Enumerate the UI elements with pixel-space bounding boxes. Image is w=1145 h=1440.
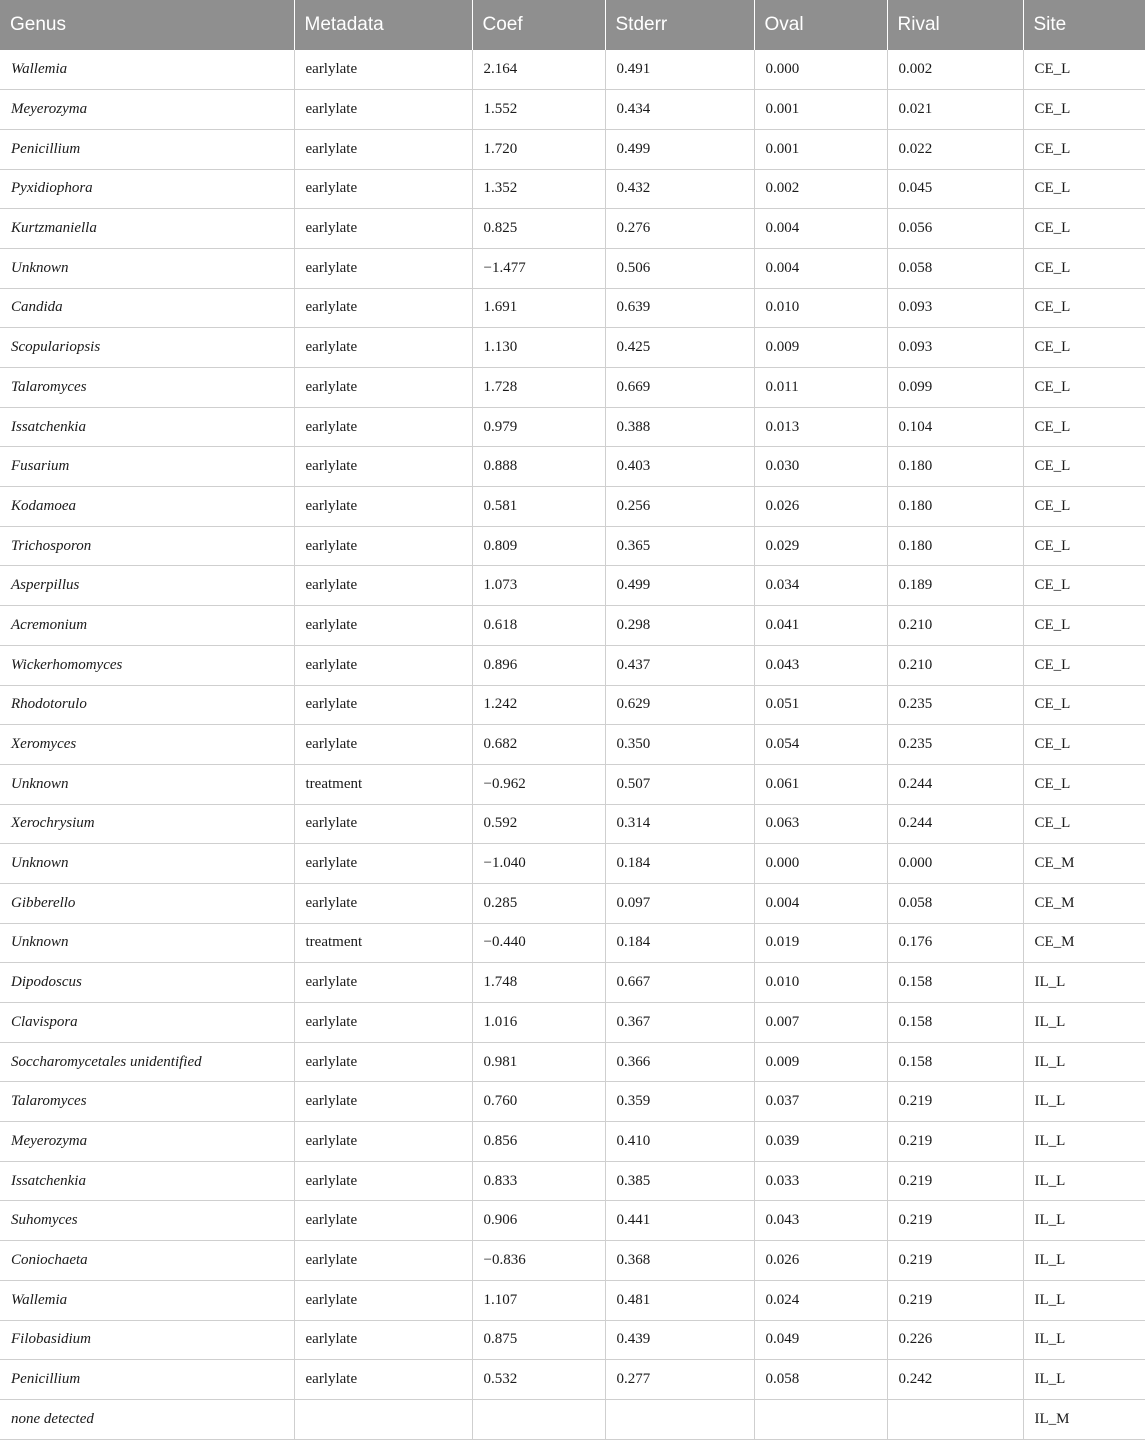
- table-row: [0, 1042, 1145, 1082]
- cell-rival: 0.235: [887, 685, 1023, 725]
- cell-stderr: 0.639: [605, 288, 754, 328]
- header-site: Site: [1023, 0, 1145, 50]
- cell-oval: [754, 1399, 887, 1439]
- cell-oval: 0.026: [754, 1241, 887, 1281]
- cell-genus: Coniochaeta: [0, 1241, 294, 1281]
- cell-coef: −0.962: [472, 764, 605, 804]
- cell-coef: 0.532: [472, 1360, 605, 1400]
- cell-oval: 0.049: [754, 1320, 887, 1360]
- cell-rival: 0.056: [887, 209, 1023, 249]
- cell-metadata: earlylate: [294, 606, 472, 646]
- cell-site: CE_L: [1023, 407, 1145, 447]
- cell-genus: Suhomyces: [0, 1201, 294, 1241]
- cell-genus: Wickerhomomyces: [0, 645, 294, 685]
- cell-site: IL_L: [1023, 1280, 1145, 1320]
- cell-site: IL_L: [1023, 1201, 1145, 1241]
- cell-metadata: earlylate: [294, 328, 472, 368]
- cell-rival: 0.104: [887, 407, 1023, 447]
- cell-rival: 0.210: [887, 645, 1023, 685]
- cell-oval: 0.024: [754, 1280, 887, 1320]
- cell-oval: 0.001: [754, 90, 887, 130]
- cell-genus: Penicillium: [0, 1360, 294, 1400]
- cell-site: IL_L: [1023, 1161, 1145, 1201]
- cell-coef: −1.477: [472, 248, 605, 288]
- table-row: [0, 90, 1145, 130]
- cell-rival: 0.180: [887, 447, 1023, 487]
- table-header: [0, 0, 1145, 50]
- cell-genus: Gibberello: [0, 883, 294, 923]
- cell-coef: 1.720: [472, 129, 605, 169]
- cell-genus: Xeromyces: [0, 725, 294, 765]
- cell-rival: 0.158: [887, 1042, 1023, 1082]
- cell-coef: 1.748: [472, 963, 605, 1003]
- cell-site: IL_L: [1023, 1122, 1145, 1162]
- cell-site: IL_L: [1023, 1003, 1145, 1043]
- cell-rival: 0.021: [887, 90, 1023, 130]
- table-row: [0, 328, 1145, 368]
- cell-genus: Fusarium: [0, 447, 294, 487]
- cell-coef: 1.242: [472, 685, 605, 725]
- cell-rival: 0.022: [887, 129, 1023, 169]
- cell-oval: 0.043: [754, 645, 887, 685]
- table-row: [0, 169, 1145, 209]
- cell-site: IL_L: [1023, 1042, 1145, 1082]
- cell-metadata: earlylate: [294, 248, 472, 288]
- cell-stderr: 0.314: [605, 804, 754, 844]
- header-row: [0, 0, 1145, 50]
- cell-oval: 0.010: [754, 963, 887, 1003]
- cell-oval: 0.063: [754, 804, 887, 844]
- cell-rival: 0.180: [887, 526, 1023, 566]
- cell-stderr: 0.491: [605, 50, 754, 90]
- cell-stderr: 0.366: [605, 1042, 754, 1082]
- cell-metadata: earlylate: [294, 90, 472, 130]
- cell-metadata: earlylate: [294, 1082, 472, 1122]
- cell-genus: Talaromyces: [0, 368, 294, 408]
- cell-genus: Scopulariopsis: [0, 328, 294, 368]
- cell-site: CE_L: [1023, 288, 1145, 328]
- table-body: [0, 50, 1145, 1439]
- table-row: [0, 645, 1145, 685]
- cell-stderr: 0.359: [605, 1082, 754, 1122]
- table-row: [0, 1320, 1145, 1360]
- cell-oval: 0.004: [754, 248, 887, 288]
- cell-stderr: 0.669: [605, 368, 754, 408]
- cell-site: IL_L: [1023, 963, 1145, 1003]
- cell-metadata: treatment: [294, 923, 472, 963]
- cell-oval: 0.013: [754, 407, 887, 447]
- cell-site: CE_L: [1023, 645, 1145, 685]
- cell-genus: Wallemia: [0, 50, 294, 90]
- cell-rival: 0.093: [887, 288, 1023, 328]
- cell-rival: 0.226: [887, 1320, 1023, 1360]
- cell-site: CE_L: [1023, 487, 1145, 527]
- table-row: [0, 1360, 1145, 1400]
- cell-site: CE_L: [1023, 685, 1145, 725]
- cell-metadata: earlylate: [294, 1042, 472, 1082]
- cell-genus: Kodamoea: [0, 487, 294, 527]
- cell-stderr: 0.506: [605, 248, 754, 288]
- cell-coef: 1.728: [472, 368, 605, 408]
- cell-metadata: earlylate: [294, 50, 472, 90]
- table-row: [0, 209, 1145, 249]
- cell-genus: Pyxidiophora: [0, 169, 294, 209]
- cell-genus: Issatchenkia: [0, 407, 294, 447]
- cell-genus: Rhodotorulo: [0, 685, 294, 725]
- cell-genus: Wallemia: [0, 1280, 294, 1320]
- cell-rival: 0.219: [887, 1201, 1023, 1241]
- table-row: [0, 1161, 1145, 1201]
- table-row: [0, 804, 1145, 844]
- cell-metadata: earlylate: [294, 1241, 472, 1281]
- cell-coef: 0.825: [472, 209, 605, 249]
- cell-oval: 0.010: [754, 288, 887, 328]
- cell-coef: 1.130: [472, 328, 605, 368]
- cell-rival: 0.189: [887, 566, 1023, 606]
- cell-site: CE_L: [1023, 526, 1145, 566]
- cell-metadata: earlylate: [294, 725, 472, 765]
- cell-coef: 0.618: [472, 606, 605, 646]
- header-stderr: Stderr: [605, 0, 754, 50]
- table-row: [0, 685, 1145, 725]
- cell-site: CE_L: [1023, 764, 1145, 804]
- cell-metadata: earlylate: [294, 1201, 472, 1241]
- cell-metadata: earlylate: [294, 883, 472, 923]
- cell-coef: 1.352: [472, 169, 605, 209]
- cell-oval: 0.000: [754, 844, 887, 884]
- cell-stderr: 0.276: [605, 209, 754, 249]
- cell-coef: 0.833: [472, 1161, 605, 1201]
- cell-stderr: 0.403: [605, 447, 754, 487]
- table-row: [0, 725, 1145, 765]
- cell-oval: 0.054: [754, 725, 887, 765]
- cell-site: CE_M: [1023, 883, 1145, 923]
- cell-stderr: 0.388: [605, 407, 754, 447]
- header-metadata: Metadata: [294, 0, 472, 50]
- cell-genus: Penicillium: [0, 129, 294, 169]
- cell-oval: 0.043: [754, 1201, 887, 1241]
- cell-site: CE_L: [1023, 209, 1145, 249]
- cell-site: IL_L: [1023, 1360, 1145, 1400]
- cell-coef: 1.552: [472, 90, 605, 130]
- table-row: [0, 566, 1145, 606]
- cell-rival: 0.000: [887, 844, 1023, 884]
- table-row: [0, 1122, 1145, 1162]
- table-row: [0, 923, 1145, 963]
- table-row: [0, 129, 1145, 169]
- cell-metadata: earlylate: [294, 963, 472, 1003]
- cell-site: CE_L: [1023, 328, 1145, 368]
- cell-stderr: 0.350: [605, 725, 754, 765]
- cell-coef: 0.760: [472, 1082, 605, 1122]
- table-row: [0, 288, 1145, 328]
- cell-coef: 0.979: [472, 407, 605, 447]
- cell-site: CE_L: [1023, 248, 1145, 288]
- table-row: [0, 487, 1145, 527]
- cell-rival: 0.045: [887, 169, 1023, 209]
- cell-genus: Kurtzmaniella: [0, 209, 294, 249]
- cell-site: CE_M: [1023, 923, 1145, 963]
- cell-rival: 0.002: [887, 50, 1023, 90]
- cell-stderr: 0.097: [605, 883, 754, 923]
- cell-site: CE_L: [1023, 566, 1145, 606]
- cell-metadata: earlylate: [294, 566, 472, 606]
- cell-site: CE_L: [1023, 447, 1145, 487]
- cell-site: CE_M: [1023, 844, 1145, 884]
- cell-stderr: 0.629: [605, 685, 754, 725]
- table-row: [0, 606, 1145, 646]
- header-genus: Genus: [0, 0, 294, 50]
- cell-coef: 0.581: [472, 487, 605, 527]
- cell-rival: 0.158: [887, 963, 1023, 1003]
- cell-genus: Asperpillus: [0, 566, 294, 606]
- cell-oval: 0.030: [754, 447, 887, 487]
- cell-rival: 0.219: [887, 1241, 1023, 1281]
- cell-metadata: earlylate: [294, 526, 472, 566]
- cell-site: CE_L: [1023, 606, 1145, 646]
- cell-genus: Unknown: [0, 844, 294, 884]
- cell-stderr: 0.298: [605, 606, 754, 646]
- cell-metadata: earlylate: [294, 804, 472, 844]
- cell-coef: 0.592: [472, 804, 605, 844]
- cell-stderr: 0.481: [605, 1280, 754, 1320]
- cell-metadata: earlylate: [294, 1122, 472, 1162]
- cell-oval: 0.011: [754, 368, 887, 408]
- cell-genus: Unknown: [0, 923, 294, 963]
- cell-coef: −1.040: [472, 844, 605, 884]
- cell-genus: Candida: [0, 288, 294, 328]
- table-row: [0, 407, 1145, 447]
- cell-site: IL_L: [1023, 1082, 1145, 1122]
- cell-genus: Unknown: [0, 248, 294, 288]
- cell-rival: 0.219: [887, 1082, 1023, 1122]
- cell-coef: 1.016: [472, 1003, 605, 1043]
- cell-stderr: 0.432: [605, 169, 754, 209]
- cell-site: CE_L: [1023, 725, 1145, 765]
- cell-rival: 0.219: [887, 1161, 1023, 1201]
- cell-site: CE_L: [1023, 129, 1145, 169]
- cell-oval: 0.009: [754, 328, 887, 368]
- cell-site: CE_L: [1023, 804, 1145, 844]
- cell-oval: 0.002: [754, 169, 887, 209]
- table-row: [0, 1201, 1145, 1241]
- cell-rival: 0.158: [887, 1003, 1023, 1043]
- cell-oval: 0.001: [754, 129, 887, 169]
- cell-metadata: earlylate: [294, 1003, 472, 1043]
- cell-site: IL_M: [1023, 1399, 1145, 1439]
- cell-oval: 0.000: [754, 50, 887, 90]
- cell-genus: Dipodoscus: [0, 963, 294, 1003]
- table-row: [0, 447, 1145, 487]
- cell-rival: 0.099: [887, 368, 1023, 408]
- cell-coef: 1.073: [472, 566, 605, 606]
- cell-coef: −0.440: [472, 923, 605, 963]
- cell-site: CE_L: [1023, 169, 1145, 209]
- header-coef: Coef: [472, 0, 605, 50]
- cell-rival: 0.093: [887, 328, 1023, 368]
- cell-oval: 0.061: [754, 764, 887, 804]
- cell-metadata: earlylate: [294, 685, 472, 725]
- cell-oval: 0.037: [754, 1082, 887, 1122]
- cell-site: CE_L: [1023, 368, 1145, 408]
- cell-stderr: 0.439: [605, 1320, 754, 1360]
- cell-oval: 0.034: [754, 566, 887, 606]
- cell-metadata: earlylate: [294, 487, 472, 527]
- cell-oval: 0.026: [754, 487, 887, 527]
- table-row: [0, 1280, 1145, 1320]
- cell-genus: Filobasidium: [0, 1320, 294, 1360]
- table-row: [0, 963, 1145, 1003]
- cell-coef: 0.888: [472, 447, 605, 487]
- cell-metadata: earlylate: [294, 1320, 472, 1360]
- cell-oval: 0.004: [754, 883, 887, 923]
- table-row: [0, 1003, 1145, 1043]
- cell-genus: Unknown: [0, 764, 294, 804]
- cell-coef: −0.836: [472, 1241, 605, 1281]
- cell-genus: Issatchenkia: [0, 1161, 294, 1201]
- cell-rival: 0.210: [887, 606, 1023, 646]
- cell-stderr: [605, 1399, 754, 1439]
- cell-stderr: 0.425: [605, 328, 754, 368]
- cell-rival: 0.180: [887, 487, 1023, 527]
- cell-stderr: 0.385: [605, 1161, 754, 1201]
- cell-oval: 0.007: [754, 1003, 887, 1043]
- cell-oval: 0.039: [754, 1122, 887, 1162]
- cell-genus: none detected: [0, 1399, 294, 1439]
- cell-rival: 0.242: [887, 1360, 1023, 1400]
- cell-rival: 0.235: [887, 725, 1023, 765]
- cell-metadata: earlylate: [294, 1360, 472, 1400]
- cell-genus: Xerochrysium: [0, 804, 294, 844]
- table-row: [0, 1241, 1145, 1281]
- cell-rival: 0.244: [887, 764, 1023, 804]
- cell-metadata: earlylate: [294, 1280, 472, 1320]
- cell-genus: Soccharomycetales unidentified: [0, 1042, 294, 1082]
- cell-stderr: 0.184: [605, 923, 754, 963]
- header-rival: Rival: [887, 0, 1023, 50]
- cell-metadata: earlylate: [294, 209, 472, 249]
- cell-genus: Clavispora: [0, 1003, 294, 1043]
- cell-oval: 0.019: [754, 923, 887, 963]
- cell-metadata: earlylate: [294, 288, 472, 328]
- table-row: [0, 764, 1145, 804]
- cell-stderr: 0.441: [605, 1201, 754, 1241]
- table-row: [0, 883, 1145, 923]
- cell-stderr: 0.365: [605, 526, 754, 566]
- cell-stderr: 0.667: [605, 963, 754, 1003]
- cell-coef: 0.682: [472, 725, 605, 765]
- table-row: [0, 844, 1145, 884]
- cell-coef: 1.691: [472, 288, 605, 328]
- cell-coef: 0.856: [472, 1122, 605, 1162]
- cell-oval: 0.004: [754, 209, 887, 249]
- cell-stderr: 0.507: [605, 764, 754, 804]
- cell-metadata: earlylate: [294, 368, 472, 408]
- cell-metadata: earlylate: [294, 1161, 472, 1201]
- cell-site: CE_L: [1023, 90, 1145, 130]
- cell-metadata: treatment: [294, 764, 472, 804]
- cell-metadata: [294, 1399, 472, 1439]
- cell-site: IL_L: [1023, 1320, 1145, 1360]
- table-row: [0, 368, 1145, 408]
- cell-stderr: 0.367: [605, 1003, 754, 1043]
- cell-stderr: 0.410: [605, 1122, 754, 1162]
- cell-coef: 0.809: [472, 526, 605, 566]
- table-row: [0, 248, 1145, 288]
- cell-coef: 2.164: [472, 50, 605, 90]
- cell-rival: 0.219: [887, 1280, 1023, 1320]
- cell-rival: 0.244: [887, 804, 1023, 844]
- cell-coef: 0.896: [472, 645, 605, 685]
- cell-oval: 0.029: [754, 526, 887, 566]
- cell-stderr: 0.499: [605, 566, 754, 606]
- cell-stderr: 0.368: [605, 1241, 754, 1281]
- cell-rival: 0.058: [887, 883, 1023, 923]
- cell-metadata: earlylate: [294, 844, 472, 884]
- cell-rival: 0.058: [887, 248, 1023, 288]
- table-row: [0, 1082, 1145, 1122]
- cell-oval: 0.009: [754, 1042, 887, 1082]
- cell-coef: 0.906: [472, 1201, 605, 1241]
- cell-metadata: earlylate: [294, 645, 472, 685]
- cell-oval: 0.051: [754, 685, 887, 725]
- cell-genus: Meyerozyma: [0, 1122, 294, 1162]
- cell-oval: 0.041: [754, 606, 887, 646]
- cell-stderr: 0.434: [605, 90, 754, 130]
- cell-metadata: earlylate: [294, 169, 472, 209]
- cell-stderr: 0.256: [605, 487, 754, 527]
- cell-oval: 0.058: [754, 1360, 887, 1400]
- cell-metadata: earlylate: [294, 447, 472, 487]
- cell-oval: 0.033: [754, 1161, 887, 1201]
- cell-stderr: 0.499: [605, 129, 754, 169]
- table-row: [0, 50, 1145, 90]
- cell-metadata: earlylate: [294, 129, 472, 169]
- cell-rival: 0.219: [887, 1122, 1023, 1162]
- cell-coef: 0.981: [472, 1042, 605, 1082]
- table-row: [0, 526, 1145, 566]
- cell-site: CE_L: [1023, 50, 1145, 90]
- table-row: [0, 1399, 1145, 1439]
- cell-metadata: earlylate: [294, 407, 472, 447]
- cell-coef: 1.107: [472, 1280, 605, 1320]
- cell-coef: 0.285: [472, 883, 605, 923]
- cell-rival: [887, 1399, 1023, 1439]
- cell-stderr: 0.277: [605, 1360, 754, 1400]
- cell-genus: Meyerozyma: [0, 90, 294, 130]
- cell-genus: Acremonium: [0, 606, 294, 646]
- cell-site: IL_L: [1023, 1241, 1145, 1281]
- cell-rival: 0.176: [887, 923, 1023, 963]
- cell-coef: [472, 1399, 605, 1439]
- cell-coef: 0.875: [472, 1320, 605, 1360]
- cell-genus: Talaromyces: [0, 1082, 294, 1122]
- cell-genus: Trichosporon: [0, 526, 294, 566]
- header-oval: Oval: [754, 0, 887, 50]
- cell-stderr: 0.184: [605, 844, 754, 884]
- cell-stderr: 0.437: [605, 645, 754, 685]
